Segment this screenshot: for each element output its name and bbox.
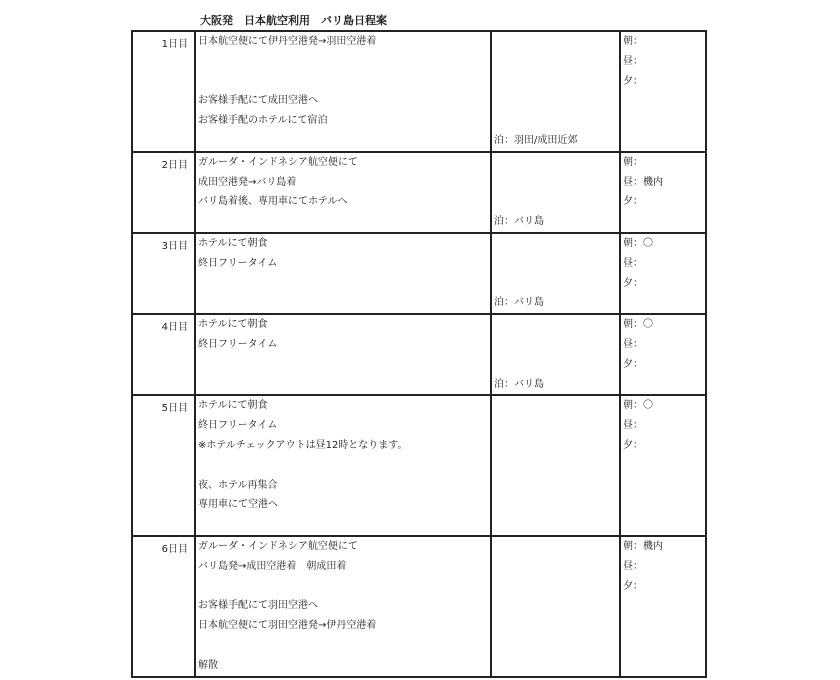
day-description — [195, 536, 491, 677]
day-description — [195, 31, 491, 152]
accommodation-cell — [491, 152, 620, 233]
meal-line: 夕： — [623, 75, 643, 87]
day-label: 1日目 — [132, 31, 195, 152]
accommodation-text: 泊：バリ島 — [494, 216, 544, 228]
description-line: ホテルにて朝食 — [198, 400, 268, 412]
description-line: ガルーダ・インドネシア航空便にて — [198, 540, 358, 552]
description-line: 終日フリータイム — [198, 420, 278, 432]
description-line: バリ島発→成田空港着 朝成田着 — [198, 560, 347, 572]
description-line — [198, 636, 490, 656]
description-line — [198, 212, 490, 232]
description-line: ホテルにて朝食 — [198, 319, 268, 331]
meals-cell — [620, 395, 706, 536]
description-line: お客様手配にて羽田空港へ — [198, 600, 318, 612]
accommodation-text: 泊：羽田/成田近郊 — [494, 134, 578, 146]
day-label: 3日目 — [132, 233, 195, 314]
meal-line: 朝： — [623, 36, 643, 47]
accommodation-text: 泊：バリ島 — [494, 297, 544, 309]
accommodation-cell — [491, 314, 620, 395]
accommodation-cell — [491, 536, 620, 677]
meals-cell — [620, 152, 706, 233]
day-description — [195, 233, 491, 314]
day-row — [132, 536, 706, 677]
description-line: 終日フリータイム — [198, 338, 278, 350]
description-line: 夜、ホテル再集合 — [198, 479, 278, 491]
day-row — [132, 395, 706, 536]
meal-line: 昼： — [623, 338, 643, 350]
description-line: 専用車にて空港へ — [198, 499, 278, 511]
description-line — [198, 375, 490, 395]
meal-line: 昼： — [623, 560, 643, 572]
description-line: お客様手配のホテルにて宿泊 — [198, 115, 328, 127]
day-row — [132, 31, 706, 152]
day-description — [195, 314, 491, 395]
meal-line: 夕： — [623, 358, 643, 370]
meal-line: 朝：機内 — [623, 540, 663, 552]
day-label: 4日目 — [132, 314, 195, 395]
meals-cell — [620, 536, 706, 677]
meal-line: 夕： — [623, 580, 643, 592]
meal-line: 昼： — [623, 55, 643, 67]
description-line — [198, 577, 490, 597]
description-line: 解散 — [198, 659, 218, 671]
meal-line: 夕： — [623, 196, 643, 208]
accommodation-cell — [491, 233, 620, 314]
description-line — [198, 456, 490, 476]
itinerary-table — [131, 30, 707, 678]
description-line: 終日フリータイム — [198, 257, 278, 269]
day-description — [195, 395, 491, 536]
description-line: バリ島着後、専用車にてホテルへ — [198, 196, 348, 208]
meal-line: 昼： — [623, 257, 643, 269]
description-line — [198, 52, 490, 72]
description-line: 日本航空便にて伊丹空港発→羽田空港着 — [198, 36, 377, 47]
description-line — [198, 131, 490, 151]
description-line: ホテルにて朝食 — [198, 237, 268, 249]
day-row — [132, 314, 706, 395]
description-line — [198, 274, 490, 294]
meal-line: 昼：機内 — [623, 176, 663, 188]
meals-cell — [620, 233, 706, 314]
meal-line: 夕： — [623, 277, 643, 289]
day-label: 6日目 — [132, 536, 195, 677]
meal-line: 昼： — [623, 420, 643, 432]
description-line — [198, 515, 490, 535]
itinerary-title: 大阪発 日本航空利用 バリ島日程案 — [200, 14, 387, 27]
meals-cell — [620, 31, 706, 152]
description-line: ※ホテルチェックアウトは昼12時となります。 — [198, 439, 408, 451]
description-line: 成田空港発→バリ島着 — [198, 176, 297, 188]
description-line — [198, 293, 490, 313]
meal-line: 朝：〇 — [623, 237, 653, 249]
accommodation-cell — [491, 31, 620, 152]
meal-line: 朝：〇 — [623, 319, 653, 331]
description-line: ガルーダ・インドネシア航空便にて — [198, 156, 358, 168]
description-line — [198, 355, 490, 375]
day-label: 5日目 — [132, 395, 195, 536]
accommodation-text: 泊：バリ島 — [494, 378, 544, 390]
description-line: お客様手配にて成田空港へ — [198, 95, 318, 107]
description-line: 日本航空便にて羽田空港発→伊丹空港着 — [198, 620, 377, 632]
meal-line: 朝：〇 — [623, 400, 653, 412]
meal-line: 朝： — [623, 156, 643, 168]
day-description — [195, 152, 491, 233]
accommodation-cell — [491, 395, 620, 536]
description-line — [198, 72, 490, 92]
day-row — [132, 233, 706, 314]
day-label: 2日目 — [132, 152, 195, 233]
day-row — [132, 152, 706, 233]
meal-line: 夕： — [623, 439, 643, 451]
meals-cell — [620, 314, 706, 395]
